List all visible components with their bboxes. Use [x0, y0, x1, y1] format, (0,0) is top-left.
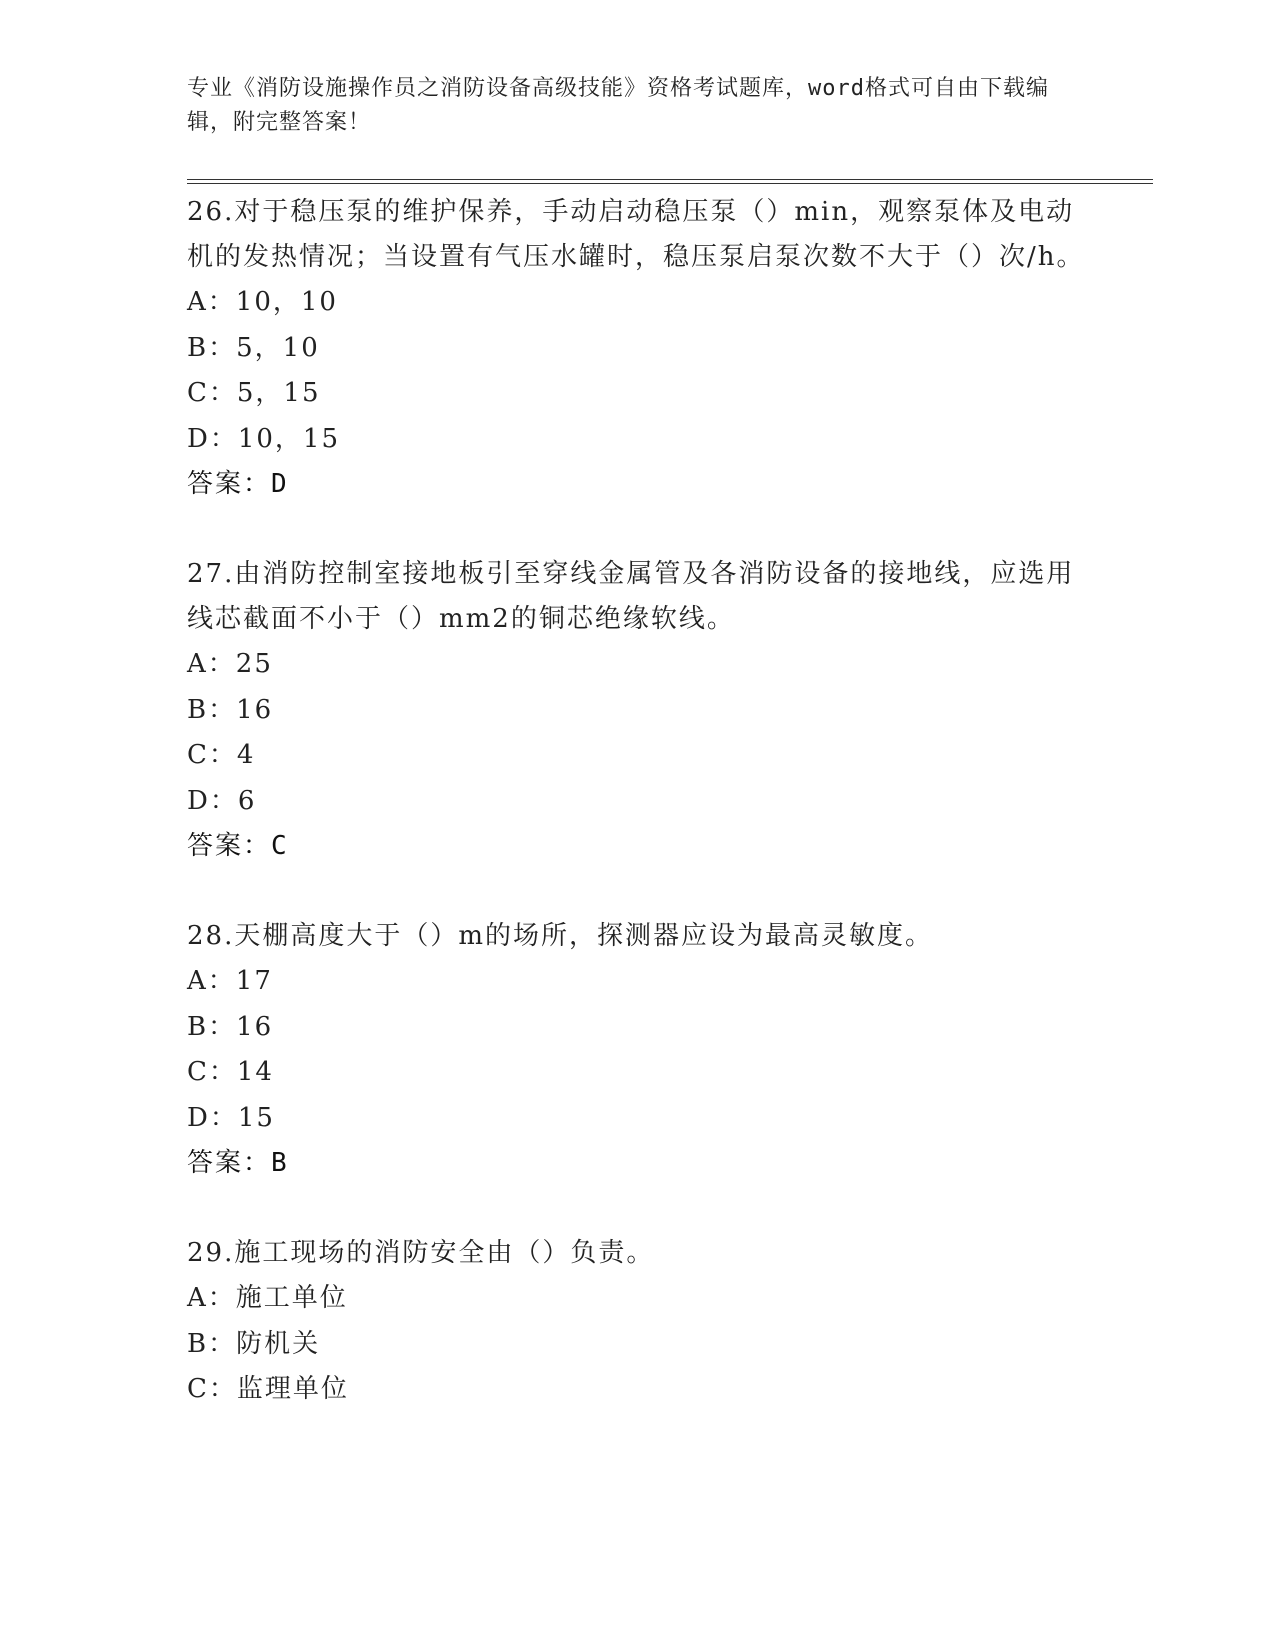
question-26: [187, 190, 1087, 507]
option-c: C：14: [187, 1057, 274, 1087]
question-28: [187, 914, 1087, 1186]
option-a: A：10，10: [187, 287, 338, 317]
question-stem: 26.对于稳压泵的维护保养，手动启动稳压泵（）min，观察泵体及电动机的发热情况；当设置有气压水罐时，稳压泵启泵次数不大于（）次/h。: [187, 197, 1085, 272]
answer: 答案：D: [187, 469, 289, 499]
option-a: A：17: [187, 966, 273, 996]
option-c: C：监理单位: [187, 1374, 349, 1404]
answer: 答案：C: [187, 831, 289, 861]
question-stem: 27.由消防控制室接地板引至穿线金属管及各消防设备的接地线，应选用线芯截面不小于（）mm2的铜芯绝缘软线。: [187, 559, 1075, 634]
option-a: A：25: [187, 649, 273, 679]
question-stem: 29.施工现场的消防安全由（）负责。: [187, 1238, 655, 1268]
option-b: B：5，10: [187, 332, 320, 363]
header-divider: [187, 179, 1153, 184]
question-29: [187, 1231, 1087, 1413]
option-b: B：16: [187, 1011, 274, 1042]
option-d: D：10，15: [187, 423, 341, 454]
option-d: D：15: [187, 1102, 275, 1133]
question-list: [187, 190, 1087, 1413]
document-header: [187, 72, 1067, 140]
answer: 答案：B: [187, 1148, 289, 1178]
option-a: A：施工单位: [187, 1283, 348, 1313]
option-b: B：16: [187, 694, 274, 725]
option-b: B：防机关: [187, 1328, 321, 1359]
option-c: C：4: [187, 740, 256, 770]
option-d: D：6: [187, 785, 257, 816]
header-text: 专业《消防设施操作员之消防设备高级技能》资格考试题库，word格式可自由下载编辑，附完整答案！: [187, 76, 1049, 135]
question-27: [187, 552, 1087, 869]
option-c: C：5，15: [187, 378, 321, 408]
question-stem: 28.天棚高度大于（）m的场所，探测器应设为最高灵敏度。: [187, 921, 934, 951]
